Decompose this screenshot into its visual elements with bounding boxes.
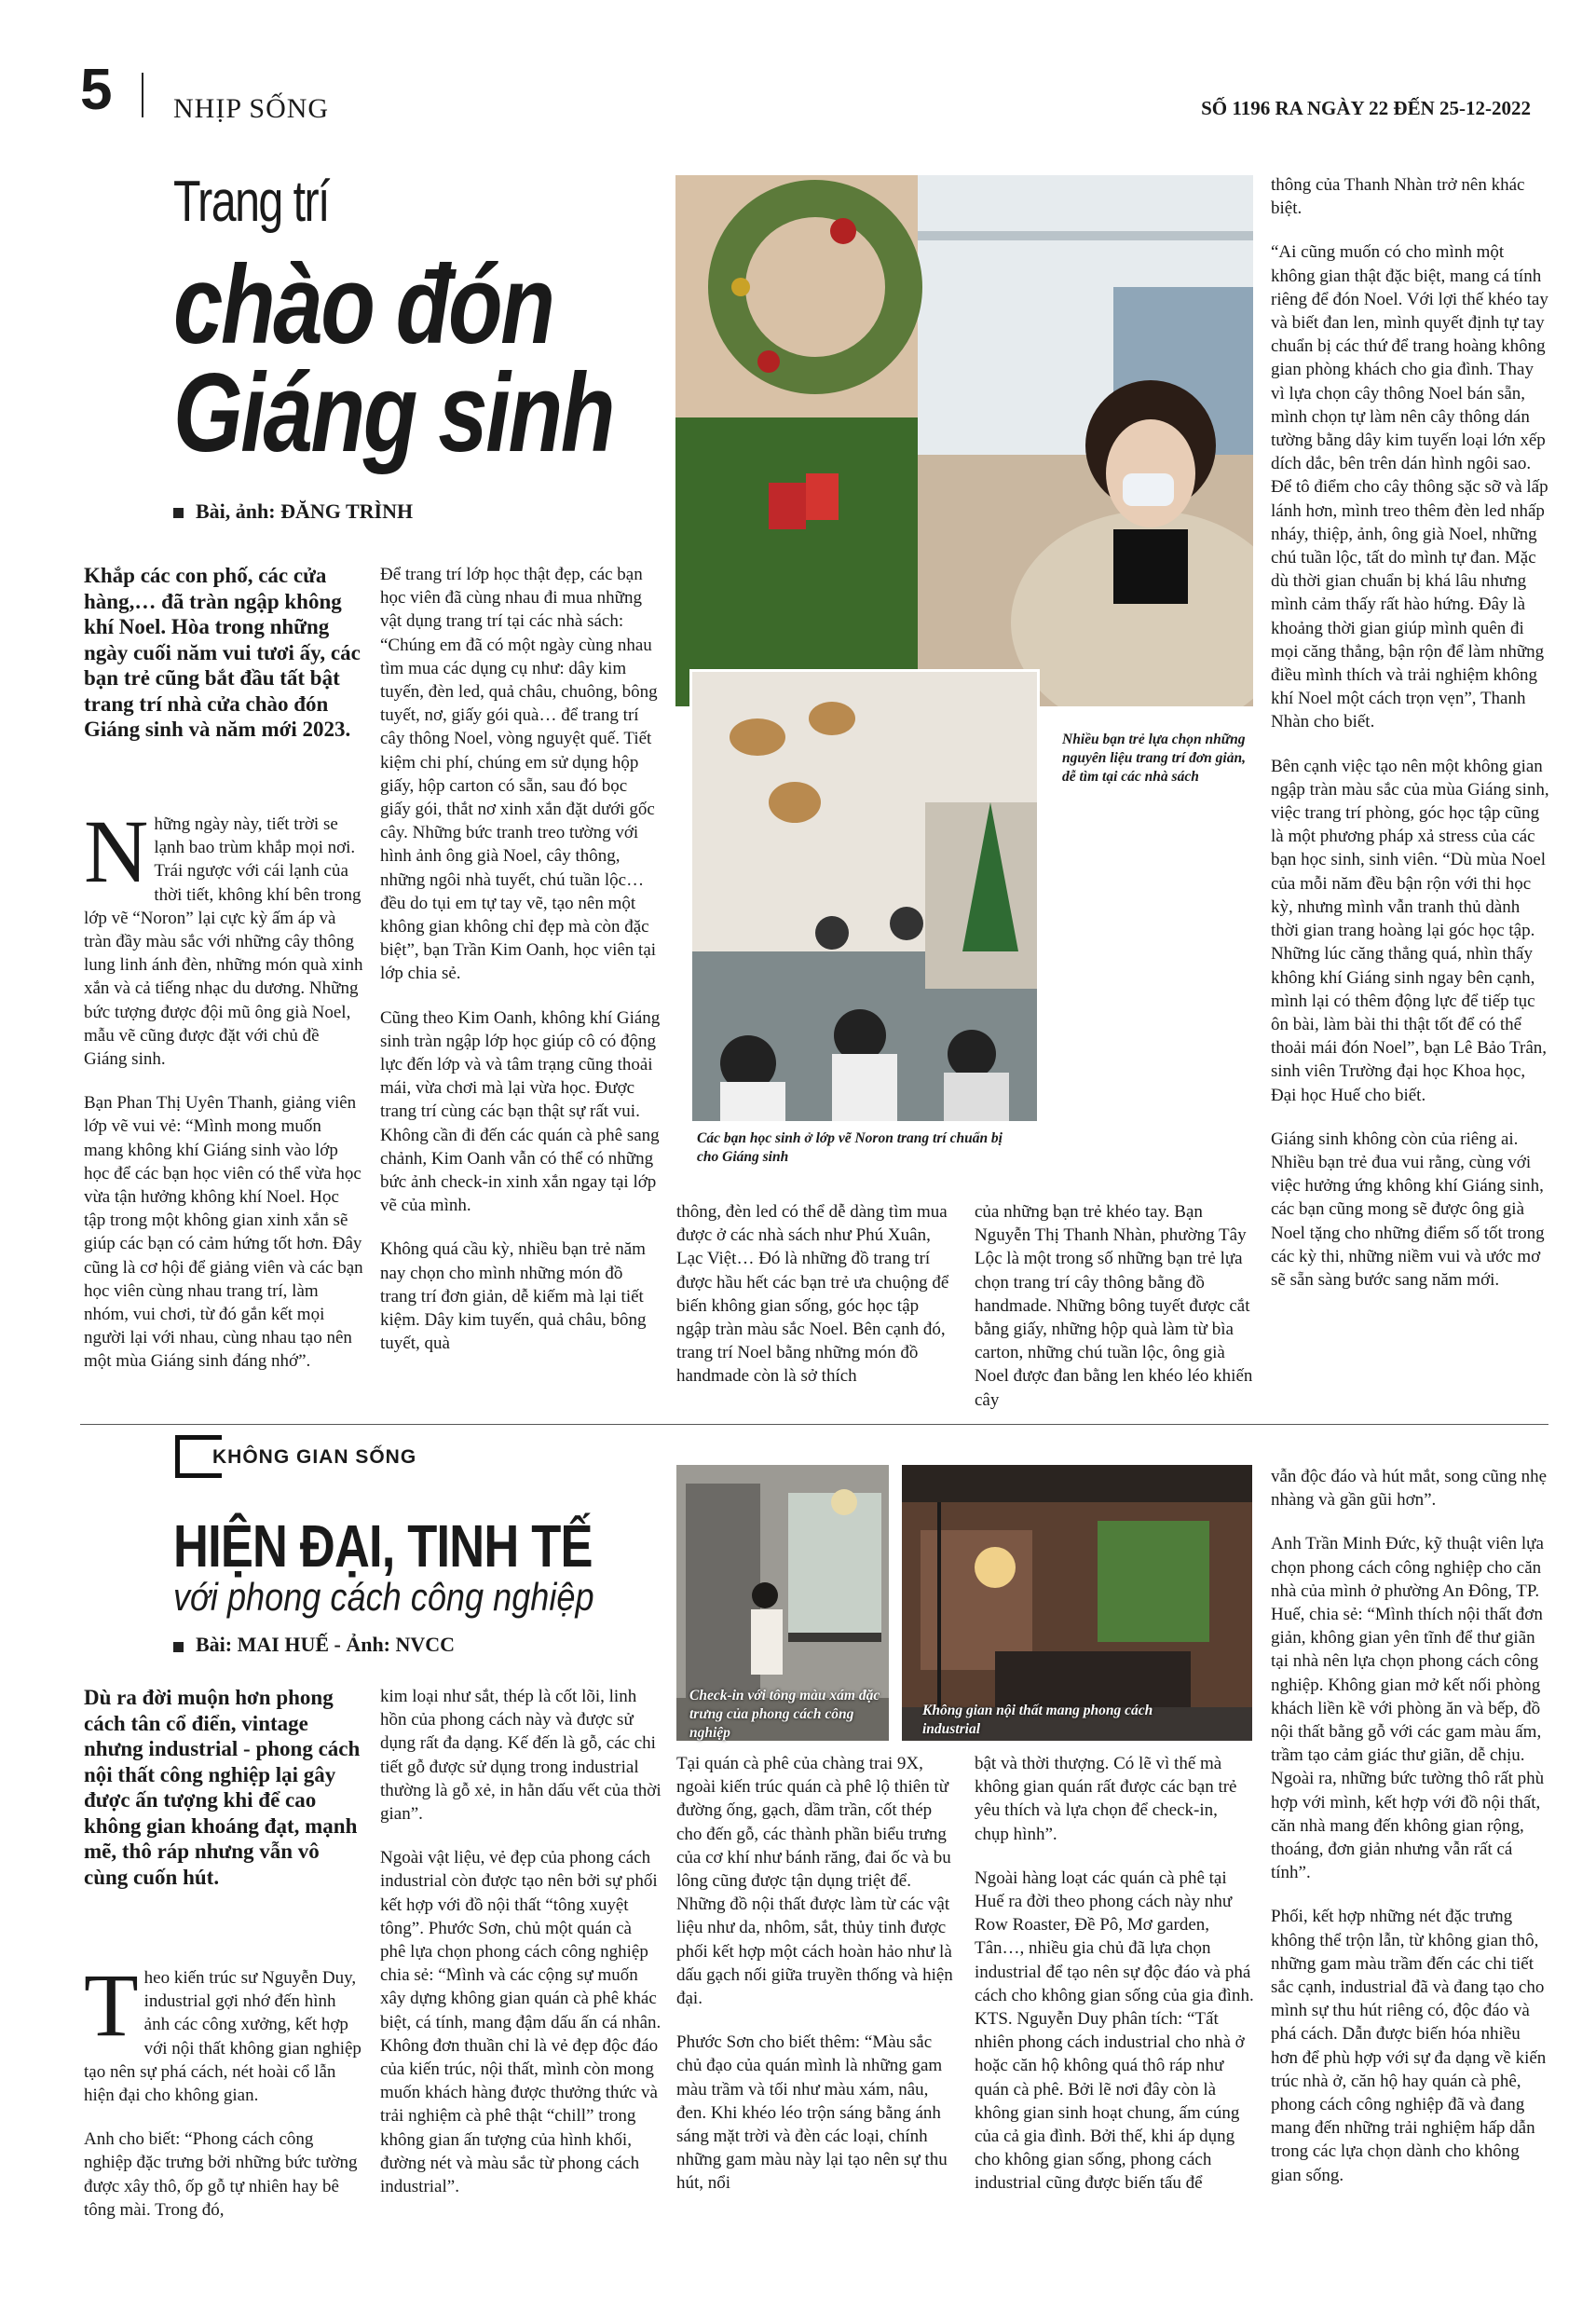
article2-col3-p2: Phước Sơn cho biết thêm: “Màu sắc chủ đạo của quán mình là những gam màu trầm và tối như màu xám, nâu, đen. Khi khéo léo trộn sáng bằng ánh sáng mặt trời và đèn các loại, chính những gam màu này lại tạo nên sự thu hút, nổi [676,2032,948,2194]
article1-byline-marker [173,508,184,518]
article2-col4-p1: bật và thời thượng. Có lẽ vì thế mà không gian quán rất được các bạn trẻ yêu thích và lựa chọn để check-in, chụp hình”. [975,1754,1237,1844]
christmas-decor-photo [675,175,1253,706]
article2-col4-p2: Ngoài hàng loạt các quán cà phê tại Huế ra đời theo phong cách này như Row Roaster, Đề Pô, Mơ garden, Tân…, nhiều gia chủ đã lựa chọn industrial để tạo nên sự độc đáo và phá cách cho không gian sống của gia đình. KTS. Nguyễn Duy phân tích: “Tất nhiên phong cách industrial cho nhà ở hoặc căn hộ không quá thô ráp như quán cà phê. Bởi lẽ nơi đây còn là không gian sinh hoạt chung, ấm cúng của cả gia đình. Bởi thế, khi áp dụng cho không gian sống, phong cách industrial cũng được biến tấu để [975,1867,1254,2194]
article2-col2-p1: kim loại như sắt, thép là cốt lõi, linh hồn của phong cách này và được sử dụng rất đa dạng. Kế đến là gỗ, các chi tiết gỗ được sử dụng trong industrial thường là gỗ xẻ, in hằn dấu vết của thời gian”. [380,1687,662,1825]
article1-drop-cap: N [84,801,149,901]
article2-col1-p1: heo kiến trúc sư Nguyễn Duy, industrial gợi nhớ đến hình ảnh các công xưởng, kết hợp với nội thất không gian nghiệp tạo nên sự phá cách, nét hoài cổ lẫn hiện đại cho không gian. [84,1968,361,2106]
article1-column3 [676,1200,956,1409]
article2-col1-p2: Anh cho biết: “Phong cách công nghiệp đặc trưng bởi những bức tường được xây thô, ốp gỗ tự nhiên hay bê tông mài. Trong đó, [84,2129,358,2220]
article1-col5-p1: thông của Thanh Nhàn trở nên khác biệt. [1271,175,1525,219]
article2-column1 [84,1955,363,2242]
article1-col2-p2: Cũng theo Kim Oanh, không khí Giáng sinh tràn ngập lớp học giúp cô có động lực đến lớp và và tâm trạng cũng thoải mái, vừa chơi mà lại vừa học. Được trang trí cùng các bạn thật sự rất vui. Không cần đi đến các quán cà phê sang chảnh, Kim Oanh vẫn có thể có những bức ảnh check-in xinh xắn ngay tại lớp vẽ của mình. [380,1007,661,1216]
article1-column2 [380,563,662,1376]
article1-col4-p1: của những bạn trẻ khéo tay. Bạn Nguyễn Thị Thanh Nhàn, phường Tây Lộc là một trong số những bạn trẻ lựa chọn trang trí cây thông bằng đồ handmade. Những bông tuyết được cắt bằng giấy, những hộp quà làm từ bìa carton, những chú tuần lộc, ông già Noel được đan bằng len khéo léo khiến cây [975,1202,1253,1410]
classroom-image [692,672,1037,1121]
article1-col5-p4: Giáng sinh không còn của riêng ai. Nhiều bạn trẻ đua vui rằng, cùng với việc hưởng ứng không khí Giáng sinh, các bạn cũng mong sẽ được ông già Noel tặng cho những điểm số tốt trong các kỳ thi, những niềm vui và ước mơ sẽ sẵn sàng bước sang năm mới. [1271,1129,1545,1290]
article2-section-label: KHÔNG GIAN SỐNG [212,1446,417,1468]
article2-col3-p1: Tại quán cà phê của chàng trai 9X, ngoài kiến trúc quán cà phê lộ thiên từ đường ống, gạch, dầm trần, cốt thép cho đến gỗ, các thành phần biểu trưng của cơ khí như bánh răng, đai ốc và bu lông cũng được tận dụng triệt để. Những đồ nội thất được làm từ các vật liệu như da, nhôm, sắt, thủy tinh được phối kết hợp một cách hoàn hảo như là dấu gạch nối giữa truyền thống và hiện đại. [676,1754,953,2009]
article1-caption1: Nhiều bạn trẻ lựa chọn những nguyên liệu trang trí đơn giản, dễ tìm tại các nhà sách [1062,732,1246,785]
article2-col5-p3: Phối, kết hợp những nét đặc trưng không thể trộn lẫn, từ không gian thô, những gam màu trầm đến các chi tiết sắc cạnh, industrial đã và đang tạo cho mình sự thu hút riêng có, độc đáo và phá cách. Dẫn được biến hóa nhiều hơn để phù hợp với sự đa dạng về kiến trúc nhà ở, căn hộ hay quán cà phê, phong cách công nghiệp đã và đang mang đến những trải nghiệm hấp dẫn trong các lựa chọn dành cho không gian sống. [1271,1907,1547,2185]
article1-col1-p1: hững ngày này, tiết trời se lạnh bao trùm khắp mọi nơi. Trái ngược với cái lạnh của thời tiết, không khí bên trong lớp vẽ “Noron” lại cực kỳ ấm áp và tràn đầy màu sắc với những cây thông lung linh ánh đèn, những món quà xinh xắn và cả tiếng nhạc du dương. Những bức tượng được đội mũ ông già Noel, mẫu vẽ cũng được đặt với chủ đề Giáng sinh. [84,814,363,1070]
article1-byline: Bài, ảnh: ĐĂNG TRÌNH [196,499,414,523]
article2-lead: Dù ra đời muộn hơn phong cách tân cổ điển, vintage nhưng industrial - phong cách nội thất công nghiệp lại gây được ấn tượng khi để cao không gian khoáng đạt, mạnh mẽ, thô ráp nhưng vẫn vô cùng cuốn hút. [84,1686,361,1889]
article1-col5-p3: Bên cạnh việc tạo nên một không gian ngập tràn màu sắc của mùa Giáng sinh, việc trang trí phòng, góc học tập cũng là một phương pháp xả stress của các bạn học sinh, sinh viên. “Dù mùa Noel của mỗi năm đều bận rộn với thi học kỳ, nhưng mình vẫn tranh thủ dành thời gian trang hoàng lại góc học tập. Những lúc căng thẳng quá, nhìn thấy không khí Giáng sinh ngay bên cạnh, mình lại có thêm động lực để tiếp tục ôn bài, làm bài thi thật tốt để có thể thoải mái đón Noel”, bạn Lê Bảo Trân, sinh viên Trường đại học Khoa học, Đại học Huế cho biết. [1271,756,1549,1105]
article1-column1 [84,801,363,1394]
article2-column3 [676,1752,956,2216]
article1-caption2: Các bạn học sinh ở lớp vẽ Noron trang trí chuẩn bị cho Giáng sinh [697,1130,1003,1165]
article2-byline: Bài: MAI HUẾ - Ảnh: NVCC [196,1633,456,1656]
page-number: 5 [80,58,113,122]
section-separator [80,1424,1548,1425]
article1-lead: Khắp các con phố, các cửa hàng,… đã tràn ngập không khí Noel. Hòa trong những ngày cuối năm vui tươi ấy, các bạn trẻ cũng bắt đầu tất bật trang trí nhà cửa chào đón Giáng sinh và năm mới 2023. [84,564,361,741]
industrial-interior-photo [902,1465,1252,1741]
article1-title-line1: chào đón [173,242,553,367]
section-name: NHỊP SỐNG [173,93,330,124]
article1-col5-p2: “Ai cũng muốn có cho mình một không gian thật đặc biệt, mang cá tính riêng để đón Noel. Với lợi thế khéo tay và biết đan len, mình quyết định tự tay chuẩn bị các thứ để trang hoàng không gian phòng khách cho gia đình. Thay vì lựa chọn cây thông Noel bán sẵn, mình chọn tự làm nên cây thông dán tường bằng dây kim tuyến loại lớn xếp dích dắc, bên trên dán hình ngôi sao. Để tô điểm cho cây thông sặc sỡ và lấp lánh hơn, mình treo thêm đèn led nhấp nháy, thiệp, ảnh, ông già Noel, những chú tuần lộc, tất do mình tự đan. Mặc dù thời gian chuẩn bị khá lâu nhưng mình cảm thấy rất hào hứng. Đây là khoảng thời gian giúp mình quên đi mọi căng thẳng, bận rộn để làm những điều mình thích và trải nghiệm không khí Noel một cách trọn vẹn”, Thanh Nhàn cho biết. [1271,242,1548,732]
article2-col5-p2: Anh Trần Minh Đức, kỹ thuật viên lựa chọn phong cách công nghiệp cho căn nhà của mình ở phường An Đông, TP. Huế, chia sẻ: “Mình thích nội thất đơn giản, không gian yên tĩnh để thư giãn tại nhà nên lựa chọn phong cách công nghiệp. Không gian mở kết nối phòng khách liền kề với phòng ăn và bếp, đồ nội thất bằng gỗ với các gam màu ấm, trầm tạo cảm giác thư giãn, dễ chịu. Ngoài ra, những bức tường thô rất phù hợp với mình, kết hợp với đồ nội thất, căn nhà mang đến không gian rộng, thoáng, đơn giản nhưng vẫn rất cá tính”. [1271,1534,1545,1883]
article2-caption2: Không gian nội thất mang phong cách industrial [922,1703,1153,1737]
article1-col2-p3: Không quá cầu kỳ, nhiều bạn trẻ năm nay chọn cho mình những món đồ trang trí đơn giản, dễ kiếm mà lại tiết kiệm. Dây kim tuyến, quả châu, bông tuyết, quà [380,1239,647,1354]
article1-col1-p2: Bạn Phan Thị Uyên Thanh, giảng viên lớp vẽ vui vẻ: “Mình mong muốn mang không khí Giáng sinh vào lớp học để các bạn học viên có thể vừa học vừa tận hưởng không khí Noel. Học tập trong một không gian xinh xắn sẽ giúp các bạn có cảm hứng tốt hơn. Đây cũng là cơ hội để giảng viên và các bạn học viên cùng nhau trang trí, làm nhóm, vui chơi, từ đó gắn kết mọi người lại với nhau, cùng nhau tạo nên một mùa Giáng sinh đáng nhớ”. [84,1093,363,1372]
article1-col2-p1: Để trang trí lớp học thật đẹp, các bạn học viên đã cùng nhau đi mua những vật dụng trang trí tại các nhà sách: “Chúng em đã có một ngày cùng nhau tìm mua các dụng cụ như: dây kim tuyến, đèn led, quả châu, chuông, bông tuyết, nơ, giấy gói quà… để trang trí cây thông Noel, vòng nguyệt quế. Tiết kiệm chi phí, chúng em sử dụng hộp giấy, hộp carton có sẵn, sau đó bọc giấy gói, thắt nơ xinh xắn đặt dưới gốc cây. Những bức tranh treo tường với hình ảnh ông già Noel, cây thông, những ngôi nhà tuyết, chú tuần lộc… đều do tụi em tự tay vẽ, tạo nên một không gian không chỉ đẹp mà còn đặc biệt”, bạn Trần Kim Oanh, học viên tại lớp chia sẻ. [380,565,658,984]
article2-column5 [1271,1465,1550,2208]
article1-column5 [1271,173,1550,1312]
article2-subtitle: với phong cách công nghiệp [173,1575,594,1619]
article1-kicker: Trang trí [173,170,329,234]
article2-col5-p1: vẫn độc đáo và hút mắt, song cũng nhẹ nhàng và gần gũi hơn”. [1271,1467,1548,1511]
article2-column4 [975,1752,1254,2216]
christmas-decor-image [675,175,1253,706]
header-divider [142,73,143,117]
article2-column2 [380,1685,662,2219]
article1-col3-p1: thông, đèn led có thể dễ dàng tìm mua được ở các nhà sách như Phú Xuân, Lạc Việt… Đó là những đồ trang trí được hầu hết các bạn trẻ ưa chuộng để biến không gian sống, góc học tập ngập tràn màu sắc Noel. Bên cạnh đó, trang trí Noel bằng những món đồ handmade còn là sở thích [676,1202,949,1387]
article2-byline-marker [173,1642,184,1652]
classroom-photo [689,669,1040,1124]
industrial-interior-image [902,1465,1252,1741]
article2-col2-p2: Ngoài vật liệu, vẻ đẹp của phong cách industrial còn được tạo nên bởi sự phối kết hợp với đồ nội thất “tông xuyệt tông”. Phước Sơn, chủ một quán cà phê lựa chọn phong cách công nghiệp chia sẻ: “Mình và các cộng sự muốn xây dựng không gian quán cà phê khác biệt, cá tính, mang đậm dấu ấn cá nhân. Không đơn thuần chỉ là vẻ đẹp độc đáo của kiến trúc, nội thất, mình còn mong muốn khách hàng được thưởng thức và trải nghiệm cà phê thật “chill” trong không gian ấn tượng của hình khối, đường nét và màu sắc từ phong cách industrial”. [380,1848,662,2197]
article2-title: HIỆN ĐẠI, TINH TẾ [173,1512,593,1580]
article2-caption1: Check-in với tông màu xám đặc trưng của phong cách công nghiệp [689,1688,880,1741]
article2-drop-cap: T [84,1955,139,2055]
issue-info: SỐ 1196 RA NGÀY 22 ĐẾN 25-12-2022 [1201,97,1531,119]
article1-column4 [975,1200,1254,1432]
article1-title-line2: Giáng sinh [173,350,614,475]
